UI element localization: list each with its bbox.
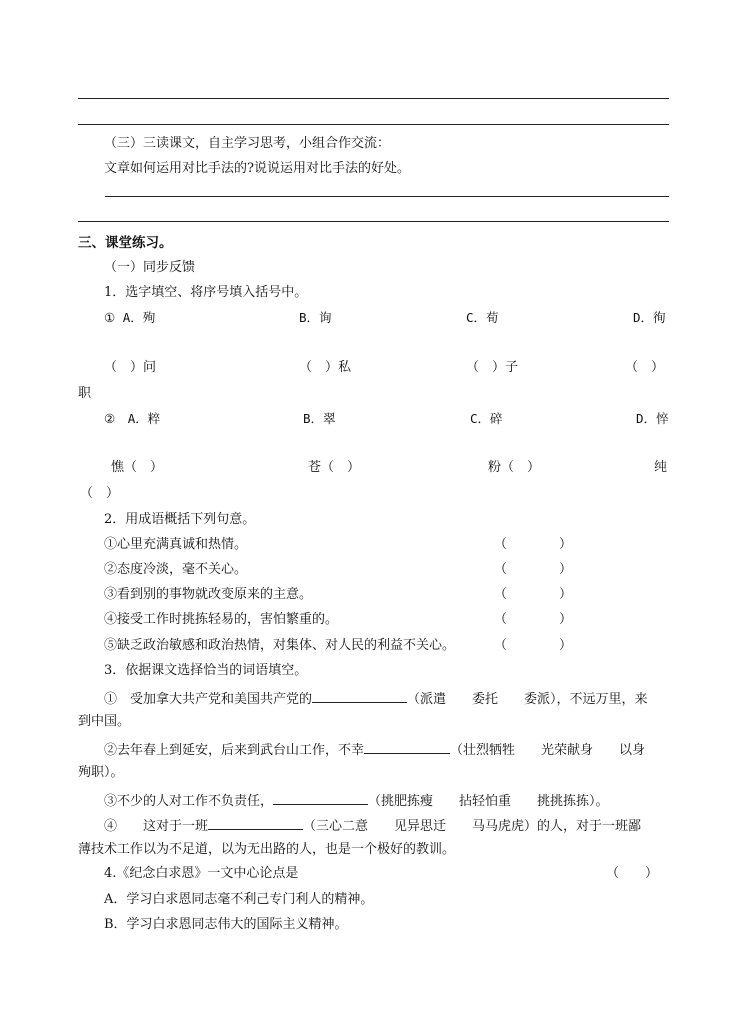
- q4-paren: （ ）: [606, 866, 659, 881]
- q4-option-b: B．学习白求恩同志伟大的国际主义精神。: [104, 917, 348, 932]
- sub-heading-feedback: （一）同步反馈: [104, 260, 196, 275]
- q3-item-1-options: （派遣 委托 委派），不远万里，来: [407, 692, 648, 707]
- q2-paren-4: （ ）: [494, 612, 573, 627]
- q1-row2-fill-1: 憔（ ）: [111, 460, 164, 475]
- q2-paren-3: （ ）: [494, 587, 573, 602]
- q3-item-1-wrap: 到中国。: [78, 714, 131, 729]
- q3-item-4: [104, 816, 641, 835]
- q3-item-4-wrap: 薄技术工作以为不足道，以为无出路的人，也是一个极好的教训。: [78, 842, 456, 857]
- q4-prompt: 4.《纪念白求恩》一文中心论点是: [104, 866, 299, 881]
- q1-row1-fill-3: （ ）子: [466, 360, 519, 375]
- q1-row1-choice-b: B．询: [299, 310, 332, 325]
- q3-item-3-options: （挑肥拣瘦 拈轻怕重 挑挑拣拣）。: [368, 794, 609, 809]
- q3-prompt: 3．依据课文选择恰当的词语填空。: [104, 663, 308, 678]
- q4-option-a: A．学习白求恩同志毫不利己专门利人的精神。: [104, 892, 374, 907]
- part3-heading: 三、课堂练习。: [78, 235, 173, 251]
- q2-item-4: ④接受工作时挑拣轻易的，害怕繁重的。: [104, 612, 339, 627]
- answer-line-1: [78, 98, 669, 99]
- q3-item-1: [104, 689, 648, 708]
- q3-item-2-text: ②去年春上到延安，后来到武台山工作，不幸: [104, 743, 365, 758]
- q1-row2-fill-3: 粉（ ）: [488, 460, 541, 475]
- q1-row2-fill-2: 苍（ ）: [308, 460, 361, 475]
- q1-row1-fill-4: （ ）: [625, 360, 665, 375]
- q1-row1-choice-d: D．徇: [633, 310, 666, 325]
- q3-item-3: [104, 791, 609, 810]
- section3-question: 文章如何运用对比手法的?说说运用对比手法的好处。: [104, 161, 410, 176]
- q1-row2-choice-a: ② A．粹: [104, 411, 161, 426]
- q3-item-3-text: ③不少的人对工作不负责任，: [104, 794, 274, 809]
- q1-row1-wrap: 职: [78, 386, 92, 401]
- q2-paren-5: （ ）: [494, 638, 573, 653]
- q1-row2-choice-c: C．碎: [470, 411, 503, 426]
- answer-line-4: [78, 221, 669, 222]
- q3-item-4-text: ④ 这对于一班: [104, 819, 209, 834]
- fill-blank-1[interactable]: [312, 689, 407, 703]
- fill-blank-3[interactable]: [273, 791, 368, 805]
- q1-row1-choice-c: C．荀: [466, 310, 499, 325]
- q2-item-3: ③看到别的事物就改变原来的主意。: [104, 587, 313, 602]
- q2-item-1: ①心里充满真诚和热情。: [104, 537, 248, 552]
- q1-row2-choice-d: D．悴: [636, 411, 669, 426]
- q2-item-2: ②态度冷淡，毫不关心。: [104, 562, 248, 577]
- answer-line-3: [105, 196, 669, 197]
- q2-paren-2: （ ）: [494, 562, 573, 577]
- answer-line-2: [78, 124, 669, 125]
- fill-blank-4[interactable]: [208, 816, 303, 830]
- q1-row2-fill-4: 纯: [654, 460, 668, 475]
- q3-item-2-options: （壮烈牺牲 光荣献身 以身: [450, 743, 646, 758]
- q3-item-1-text: ① 受加拿大共产党和美国共产党的: [104, 692, 313, 707]
- q2-prompt: 2．用成语概括下列句意。: [104, 512, 256, 527]
- q2-item-5: ⑤缺乏政治敏感和政治热情，对集体、对人民的利益不关心。: [104, 638, 456, 653]
- section3-title: （三）三读课文，自主学习思考，小组合作交流：: [104, 136, 391, 151]
- q1-row2-choice-b: B．翠: [303, 411, 336, 426]
- q1-row1-choice-a: ① A．殉: [104, 310, 156, 325]
- q2-paren-1: （ ）: [494, 537, 573, 552]
- q1-prompt: 1．选字填空、将序号填入括号中。: [104, 285, 308, 300]
- q1-row1-fill-2: （ ）私: [299, 360, 352, 375]
- q3-item-2-wrap: 殉职）。: [78, 765, 124, 780]
- q1-row1-fill-1: （ ）问: [104, 360, 157, 375]
- fill-blank-2[interactable]: [364, 740, 450, 754]
- q3-item-2: [104, 740, 645, 759]
- q1-row2-wrap: （ ）: [80, 486, 120, 501]
- q3-item-4-options: （三心二意 见异思迁 马马虎虎）的人，对于一班鄙: [303, 819, 642, 834]
